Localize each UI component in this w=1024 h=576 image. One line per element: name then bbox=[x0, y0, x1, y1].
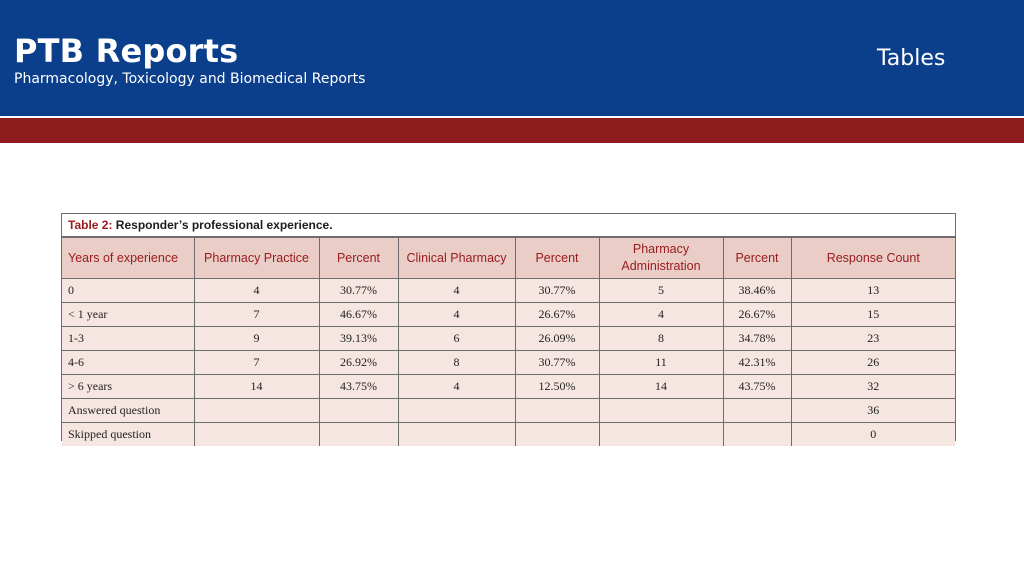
column-header: Percent bbox=[515, 238, 599, 279]
table-caption-tag: Table 2: bbox=[68, 218, 113, 232]
header-banner bbox=[0, 0, 1024, 116]
table-cell: 8 bbox=[398, 351, 515, 375]
table-cell bbox=[398, 399, 515, 423]
table-cell: 26.67% bbox=[515, 303, 599, 327]
table-cell: 34.78% bbox=[723, 327, 791, 351]
column-header: Clinical Pharmacy bbox=[398, 238, 515, 279]
table-caption bbox=[62, 214, 955, 237]
table-cell: 12.50% bbox=[515, 375, 599, 399]
table-cell bbox=[194, 423, 319, 447]
brand-title: PTB Reports bbox=[14, 32, 239, 70]
table-header-row bbox=[62, 238, 955, 279]
row-label-cell: > 6 years bbox=[62, 375, 194, 399]
table-cell bbox=[599, 399, 723, 423]
table-row bbox=[62, 375, 955, 399]
column-header: Years of experience bbox=[62, 238, 194, 279]
table-cell: 7 bbox=[194, 303, 319, 327]
row-label-cell: Answered question bbox=[62, 399, 194, 423]
table-cell bbox=[194, 399, 319, 423]
row-label-cell: Skipped question bbox=[62, 423, 194, 447]
table-cell: 4 bbox=[398, 303, 515, 327]
table-cell: 7 bbox=[194, 351, 319, 375]
table-cell: 42.31% bbox=[723, 351, 791, 375]
table-cell: 13 bbox=[791, 279, 955, 303]
table-cell: 11 bbox=[599, 351, 723, 375]
table-row bbox=[62, 303, 955, 327]
column-header: Response Count bbox=[791, 238, 955, 279]
brand-subtitle: Pharmacology, Toxicology and Biomedical Reports bbox=[14, 71, 366, 87]
table-cell: 43.75% bbox=[723, 375, 791, 399]
table-cell bbox=[723, 423, 791, 447]
table-cell: 30.77% bbox=[515, 351, 599, 375]
table-cell bbox=[319, 423, 398, 447]
table-cell: 36 bbox=[791, 399, 955, 423]
table-cell bbox=[515, 399, 599, 423]
table-row bbox=[62, 327, 955, 351]
table-cell bbox=[515, 423, 599, 447]
table-cell: 26.09% bbox=[515, 327, 599, 351]
table-cell: 30.77% bbox=[319, 279, 398, 303]
table-body bbox=[62, 279, 955, 447]
table-cell: 15 bbox=[791, 303, 955, 327]
table-cell: 0 bbox=[791, 423, 955, 447]
column-header: Pharmacy Administration bbox=[599, 238, 723, 279]
table-cell bbox=[723, 399, 791, 423]
table-cell: 46.67% bbox=[319, 303, 398, 327]
table-cell: 14 bbox=[194, 375, 319, 399]
column-header: Percent bbox=[723, 238, 791, 279]
table-cell: 5 bbox=[599, 279, 723, 303]
table-row bbox=[62, 279, 955, 303]
table-cell: 6 bbox=[398, 327, 515, 351]
table-cell bbox=[599, 423, 723, 447]
table-cell: 8 bbox=[599, 327, 723, 351]
table-cell: 26.92% bbox=[319, 351, 398, 375]
table-cell: 14 bbox=[599, 375, 723, 399]
table-cell: 4 bbox=[398, 279, 515, 303]
table-row bbox=[62, 423, 955, 447]
table-cell: 4 bbox=[194, 279, 319, 303]
table-cell: 43.75% bbox=[319, 375, 398, 399]
row-label-cell: 4-6 bbox=[62, 351, 194, 375]
table-cell: 9 bbox=[194, 327, 319, 351]
table-cell: 4 bbox=[599, 303, 723, 327]
row-label-cell: 1-3 bbox=[62, 327, 194, 351]
row-label-cell: 0 bbox=[62, 279, 194, 303]
column-header: Percent bbox=[319, 238, 398, 279]
table-cell: 30.77% bbox=[515, 279, 599, 303]
table-cell: 26 bbox=[791, 351, 955, 375]
table-cell: 23 bbox=[791, 327, 955, 351]
data-table-container bbox=[61, 213, 956, 441]
table-cell: 26.67% bbox=[723, 303, 791, 327]
column-header: Pharmacy Practice bbox=[194, 238, 319, 279]
table-caption-text: Responder’s professional experience. bbox=[112, 218, 333, 232]
table-row bbox=[62, 399, 955, 423]
table-cell: 32 bbox=[791, 375, 955, 399]
experience-table bbox=[62, 237, 955, 446]
table-cell: 39.13% bbox=[319, 327, 398, 351]
table-cell bbox=[398, 423, 515, 447]
table-cell: 38.46% bbox=[723, 279, 791, 303]
table-cell: 4 bbox=[398, 375, 515, 399]
table-cell bbox=[319, 399, 398, 423]
row-label-cell: < 1 year bbox=[62, 303, 194, 327]
table-row bbox=[62, 351, 955, 375]
section-label: Tables bbox=[877, 46, 946, 71]
accent-band bbox=[0, 118, 1024, 143]
